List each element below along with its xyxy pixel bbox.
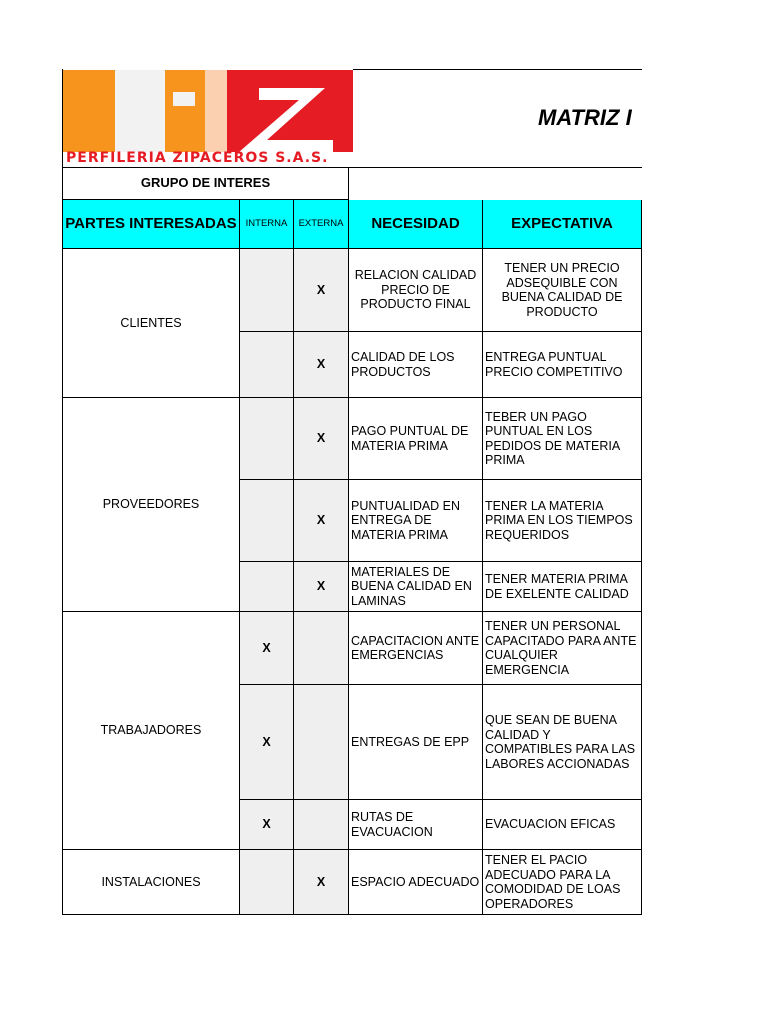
group-cell-proveedores: [62, 398, 240, 612]
row-externa: [294, 612, 349, 685]
logo-graphic: [63, 70, 353, 152]
row-necesidad: [349, 800, 483, 850]
row-necesidad: [349, 332, 483, 398]
row-externa: [294, 480, 349, 562]
group-cell-instalaciones: [62, 850, 240, 915]
col-partes: [62, 200, 240, 249]
necesidad-text: RELACION CALIDAD PRECIO DE PRODUCTO FINAL: [354, 268, 477, 312]
necesidad-text: PUNTUALIDAD EN ENTREGA DE MATERIA PRIMA: [351, 498, 461, 542]
row-expectativa: [483, 685, 642, 800]
necesidad-text: MATERIALES DE BUENA CALIDAD EN LAMINAS: [351, 564, 472, 608]
row-expectativa: [483, 850, 642, 915]
interna-mark: X: [262, 817, 271, 832]
row-expectativa: [483, 398, 642, 480]
expectativa-text: TENER EL PACIO ADECUADO PARA LA COMODIDAD DE LOAS OPERADORES: [485, 853, 621, 911]
row-externa: [294, 562, 349, 612]
expectativa-text: TENER UN PRECIO ADSEQUIBLE CON BUENA CALIDAD DE PRODUCTO: [501, 261, 623, 319]
page-title: MATRIZ I: [538, 105, 632, 130]
logo-left-border: [62, 69, 63, 167]
row-externa: [294, 850, 349, 915]
group-name: INSTALACIONES: [101, 874, 201, 889]
necesidad-text: ENTREGAS DE EPP: [351, 734, 470, 749]
externa-mark: X: [316, 874, 326, 889]
row-expectativa: [483, 562, 642, 612]
row-interna: [240, 685, 294, 800]
col-externa-label: EXTERNA: [298, 217, 344, 229]
row-interna: [240, 612, 294, 685]
row-externa: [294, 332, 349, 398]
group-cell-clientes: [62, 249, 240, 398]
group-name: CLIENTES: [120, 315, 182, 330]
row-expectativa: [483, 249, 642, 332]
expectativa-text: EVACUACION EFICAS: [485, 817, 616, 832]
col-expectativa: [483, 200, 642, 249]
group-cell-trabajadores: [62, 612, 240, 850]
row-expectativa: [483, 480, 642, 562]
expectativa-text: QUE SEAN DE BUENA CALIDAD Y COMPATIBLES PARA LAS LABORES ACCIONADAS: [485, 713, 636, 771]
row-expectativa: [483, 800, 642, 850]
group-name: PROVEEDORES: [102, 497, 200, 512]
interna-mark: X: [262, 640, 271, 655]
group-label: [62, 167, 349, 200]
row-necesidad: [349, 249, 483, 332]
externa-mark: X: [316, 282, 326, 297]
row-externa: [294, 800, 349, 850]
necesidad-text: ESPACIO ADECUADO: [351, 874, 480, 889]
row-interna: [240, 480, 294, 562]
col-necesidad-label: NECESIDAD: [371, 214, 460, 232]
necesidad-text: CALIDAD DE LOS PRODUCTOS: [351, 350, 455, 379]
externa-mark: X: [316, 513, 326, 528]
expectativa-text: ENTREGA PUNTUAL PRECIO COMPETITIVO: [485, 350, 623, 379]
col-necesidad: [349, 200, 483, 249]
externa-mark: X: [316, 431, 326, 446]
row-externa: [294, 249, 349, 332]
row-necesidad: [349, 850, 483, 915]
row-necesidad: [349, 612, 483, 685]
group-name: TRABAJADORES: [100, 723, 202, 738]
row-necesidad: [349, 685, 483, 800]
necesidad-text: PAGO PUNTUAL DE MATERIA PRIMA: [351, 424, 469, 453]
group-right-border: [349, 167, 642, 168]
title-top-border: [353, 69, 642, 70]
company-name: PERFILERIA ZIPACEROS S.A.S.: [66, 150, 329, 166]
interna-mark: X: [262, 734, 271, 749]
row-expectativa: [483, 332, 642, 398]
row-externa: [294, 398, 349, 480]
row-necesidad: [349, 480, 483, 562]
row-externa: [294, 685, 349, 800]
row-interna: [240, 800, 294, 850]
expectativa-text: TENER MATERIA PRIMA DE EXELENTE CALIDAD: [485, 572, 629, 601]
externa-mark: X: [316, 579, 326, 594]
row-necesidad: [349, 562, 483, 612]
group-label-text: GRUPO DE INTERES: [140, 175, 271, 191]
row-necesidad: [349, 398, 483, 480]
externa-mark: X: [316, 357, 326, 372]
col-externa: [294, 200, 349, 249]
row-expectativa: [483, 612, 642, 685]
necesidad-text: CAPACITACION ANTE EMERGENCIAS: [351, 633, 480, 662]
row-interna: [240, 562, 294, 612]
expectativa-text: TEBER UN PAGO PUNTUAL EN LOS PEDIDOS DE MATERIA PRIMA: [485, 409, 620, 467]
row-interna: [240, 850, 294, 915]
col-interna-label: INTERNA: [245, 217, 288, 229]
company-logo: [63, 70, 353, 168]
necesidad-text: RUTAS DE EVACUACION: [351, 810, 433, 839]
row-interna: [240, 249, 294, 332]
row-interna: [240, 332, 294, 398]
expectativa-text: TENER LA MATERIA PRIMA EN LOS TIEMPOS REQUERIDOS: [485, 498, 633, 542]
col-partes-label: PARTES INTERESADAS: [65, 214, 237, 232]
col-expectativa-label: EXPECTATIVA: [511, 214, 613, 232]
expectativa-text: TENER UN PERSONAL CAPACITADO PARA ANTE CUALQUIER EMERGENCIA: [485, 619, 637, 677]
col-interna: [240, 200, 294, 249]
row-interna: [240, 398, 294, 480]
